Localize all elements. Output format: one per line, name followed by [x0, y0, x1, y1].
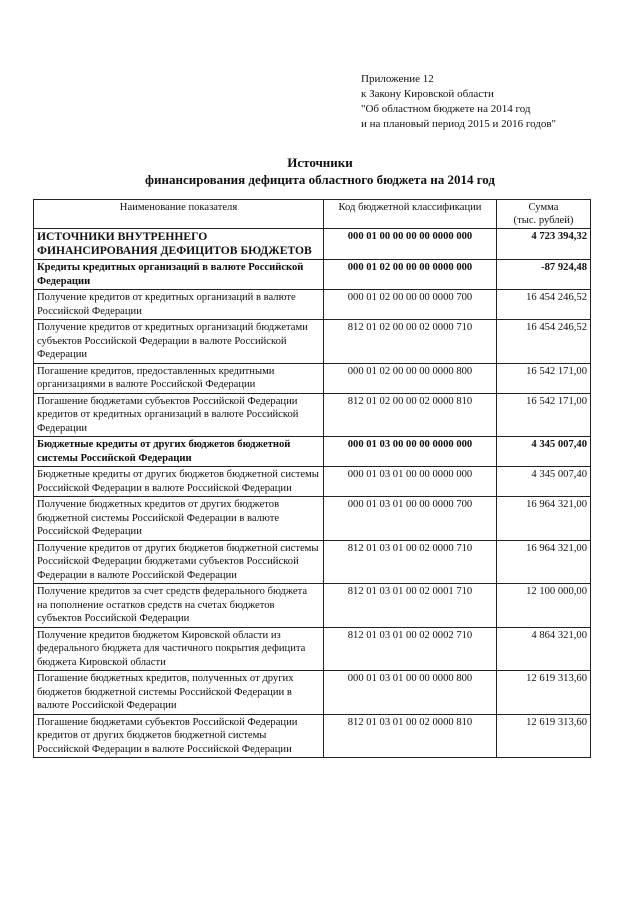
row-amount: 12 619 313,60 — [497, 714, 591, 758]
header-code: Код бюджетной классификации — [324, 200, 497, 229]
row-amount: -87 924,48 — [497, 260, 591, 290]
row-code: 000 01 02 00 00 00 0000 000 — [324, 260, 497, 290]
row-name: Получение кредитов от кредитных организаций в валюте Российской Федерации — [34, 290, 324, 320]
table-row — [34, 320, 591, 364]
row-code: 000 01 02 00 00 00 0000 700 — [324, 290, 497, 320]
row-name: Получение кредитов бюджетом Кировской области из федерального бюджета для частичного покрытия дефицита бюджета Кировской области — [34, 627, 324, 671]
row-amount: 4 723 394,32 — [497, 229, 591, 260]
row-code: 000 01 03 01 00 00 0000 800 — [324, 671, 497, 715]
row-name: Получение кредитов от других бюджетов бюджетной системы Российской Федерации бюджетами субъектов Российской Федерации в валюте Российской Федерации — [34, 540, 324, 584]
table-row — [34, 671, 591, 715]
table-row — [34, 467, 591, 497]
table-row — [34, 584, 591, 628]
title-line: финансирования дефицита областного бюджета на 2014 год — [145, 172, 495, 187]
row-name: Погашение кредитов, предоставленных кредитными организациями в валюте Российской Федерации — [34, 363, 324, 393]
row-code: 812 01 03 01 00 02 0000 810 — [324, 714, 497, 758]
appendix-line: Приложение 12 — [361, 73, 434, 85]
appendix-note — [361, 72, 621, 132]
row-name: Погашение бюджетами субъектов Российской Федерации кредитов от других бюджетов бюджетной системы Российской Федерации в валюте Российской Федерации — [34, 714, 324, 758]
row-code: 000 01 03 01 00 00 0000 700 — [324, 497, 497, 541]
header-amount — [497, 200, 591, 229]
row-amount: 16 454 246,52 — [497, 320, 591, 364]
table-row — [34, 540, 591, 584]
table-row — [34, 497, 591, 541]
row-name: Бюджетные кредиты от других бюджетов бюджетной системы Российской Федерации в валюте Российской Федерации — [34, 467, 324, 497]
header-amount-line2: (тыс. рублей) — [513, 215, 574, 226]
table-row — [34, 714, 591, 758]
row-code: 812 01 03 01 00 02 0002 710 — [324, 627, 497, 671]
row-name: Кредиты кредитных организаций в валюте Российской Федерации — [34, 260, 324, 290]
row-amount: 12 100 000,00 — [497, 584, 591, 628]
row-amount: 4 345 007,40 — [497, 437, 591, 467]
row-name: Бюджетные кредиты от других бюджетов бюджетной системы Российской Федерации — [34, 437, 324, 467]
row-amount: 16 542 171,00 — [497, 393, 591, 437]
table-header-row — [34, 200, 591, 229]
row-amount: 16 964 321,00 — [497, 540, 591, 584]
row-code: 000 01 03 01 00 00 0000 000 — [324, 467, 497, 497]
row-name: Погашение бюджетных кредитов, полученных от других бюджетов бюджетной системы Российской Федерации в валюте Российской Федерации — [34, 671, 324, 715]
appendix-line: и на плановый период 2015 и 2016 годов" — [361, 118, 557, 130]
header-name: Наименование показателя — [34, 200, 324, 229]
table-row — [34, 229, 591, 260]
row-amount: 12 619 313,60 — [497, 671, 591, 715]
table-row — [34, 290, 591, 320]
table-row — [34, 363, 591, 393]
row-name: Погашение бюджетами субъектов Российской Федерации кредитов от кредитных организаций в валюте Российской Федерации — [34, 393, 324, 437]
row-name: Получение кредитов за счет средств федерального бюджета на пополнение остатков средств на счетах бюджетов субъектов Российской Федерации — [34, 584, 324, 628]
row-amount: 4 864 321,00 — [497, 627, 591, 671]
row-name: Получение бюджетных кредитов от других бюджетов бюджетной системы Российской Федерации в валюте Российской Федерации — [34, 497, 324, 541]
row-code: 000 01 00 00 00 00 0000 000 — [324, 229, 497, 260]
table-row — [34, 437, 591, 467]
row-code: 812 01 03 01 00 02 0001 710 — [324, 584, 497, 628]
row-amount: 16 542 171,00 — [497, 363, 591, 393]
row-amount: 4 345 007,40 — [497, 467, 591, 497]
row-code: 812 01 03 01 00 02 0000 710 — [324, 540, 497, 584]
table-row — [34, 260, 591, 290]
header-amount-line1: Сумма — [528, 202, 559, 213]
row-code: 812 01 02 00 00 02 0000 810 — [324, 393, 497, 437]
row-code: 000 01 03 00 00 00 0000 000 — [324, 437, 497, 467]
appendix-line: к Закону Кировской области — [361, 88, 494, 100]
row-name: Получение кредитов от кредитных организаций бюджетами субъектов Российской Федерации в валюте Российской Федерации — [34, 320, 324, 364]
row-amount: 16 964 321,00 — [497, 497, 591, 541]
row-name: ИСТОЧНИКИ ВНУТРЕННЕГО ФИНАНСИРОВАНИЯ ДЕФИЦИТОВ БЮДЖЕТОВ — [34, 229, 324, 260]
table-row — [34, 393, 591, 437]
table-row — [34, 627, 591, 671]
document-title — [0, 154, 640, 188]
title-line: Источники — [287, 155, 353, 170]
budget-sources-table — [33, 199, 591, 758]
row-amount: 16 454 246,52 — [497, 290, 591, 320]
appendix-line: "Об областном бюджете на 2014 год — [361, 103, 531, 115]
row-code: 812 01 02 00 00 02 0000 710 — [324, 320, 497, 364]
row-code: 000 01 02 00 00 00 0000 800 — [324, 363, 497, 393]
